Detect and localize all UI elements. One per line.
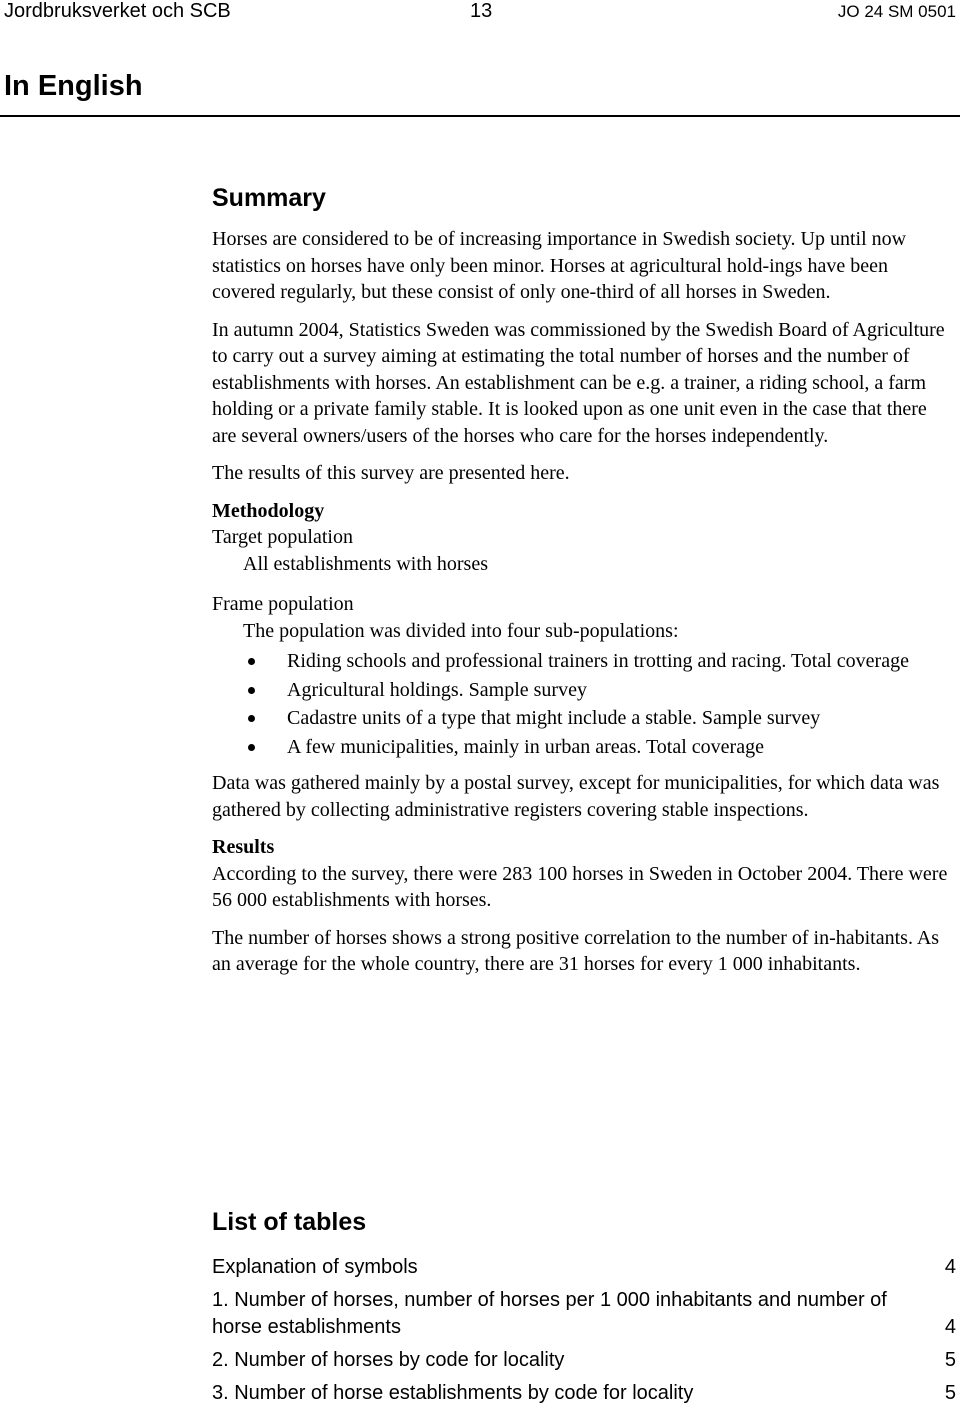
list-item-text: Cadastre units of a type that might include a stable. Sample survey [287,707,821,729]
toc-entry[interactable] [212,1347,956,1374]
list-item-text: A few municipalities, mainly in urban areas. Total coverage [287,735,764,758]
summary-paragraph-3: The results of this survey are presented here. [212,462,570,484]
summary-paragraph-2: In autumn 2004, Statistics Sweden was commissioned by the Swedish Board of Agriculture to carry out a survey aiming at estimating the total number of horses and the number of establishments with horses. An establishment can be e.g. a trainer, a riding school, a farm holding or a private family stable. It is looked upon as one unit even in the case that there are several owners/users of the horses who care for the horses independently. [212,318,945,447]
results-paragraph-2: The number of horses shows a strong positive correlation to the number of in-habitants. As an average for the whole country, there are 31 horses for every 1 000 inhabitants. [212,926,940,975]
list-item [212,677,956,704]
toc-entry[interactable] [212,1254,956,1281]
toc-entry-label: 1. Number of horses, number of horses per 1 000 inhabitants and number of horse establishments [212,1289,887,1338]
frame-population-intro: The population was divided into four sub-populations: [243,619,679,642]
page-number: 13 [470,0,493,22]
bullet-icon [248,744,255,751]
toc-entry-page: 5 [944,1348,956,1371]
main-content [212,182,956,989]
toc-entry-page: 5 [944,1381,956,1404]
page-header [0,0,960,24]
list-item-text: Riding schools and professional trainers in trotting and racing. Total coverage [287,650,909,672]
list-item-text: Agricultural holdings. Sample survey [287,678,587,701]
summary-paragraph-1: Horses are considered to be of increasing importance in Swedish society. Up until now statistics on horses have only been minor. Horses at agricultural hold-ings have been covered regularly, but these consist of only one-third of all horses in Sweden. [212,228,907,303]
section-title: In English [4,70,143,102]
list-item [212,648,956,675]
list-of-tables [212,1206,956,1413]
bullet-icon [248,658,255,665]
toc-entry-label: Explanation of symbols [212,1256,418,1278]
toc-entry[interactable] [212,1287,956,1340]
methodology-heading: Methodology [212,499,325,522]
list-of-tables-heading: List of tables [212,1208,367,1236]
toc-entry-page: 4 [944,1256,956,1278]
sub-population-list [212,648,956,760]
toc-entry-page: 4 [944,1315,956,1338]
toc-entry[interactable] [212,1380,956,1407]
toc-entry-label: 2. Number of horses by code for locality [212,1348,565,1371]
data-collection-paragraph: Data was gathered mainly by a postal survey, except for municipalities, for which data was gathered by collecting administrative registers covering stable inspections. [212,772,940,821]
results-paragraph-1: According to the survey, there were 283 100 horses in Sweden in October 2004. There were 56 000 establishments with horses. [212,862,948,911]
toc-entry-label: 3. Number of horse establishments by code for locality [212,1381,694,1404]
target-population-value: All establishments with horses [243,552,488,575]
list-item [212,734,956,761]
list-item [212,705,956,732]
frame-population-label: Frame population [212,593,354,615]
report-code: JO 24 SM 0501 [837,2,956,21]
header-publisher: Jordbruksverket och SCB [4,0,231,22]
bullet-icon [248,715,255,722]
results-heading: Results [212,836,275,858]
bullet-icon [248,687,255,694]
target-population-label: Target population [212,526,353,548]
summary-heading: Summary [212,184,326,212]
section-divider [0,115,960,117]
